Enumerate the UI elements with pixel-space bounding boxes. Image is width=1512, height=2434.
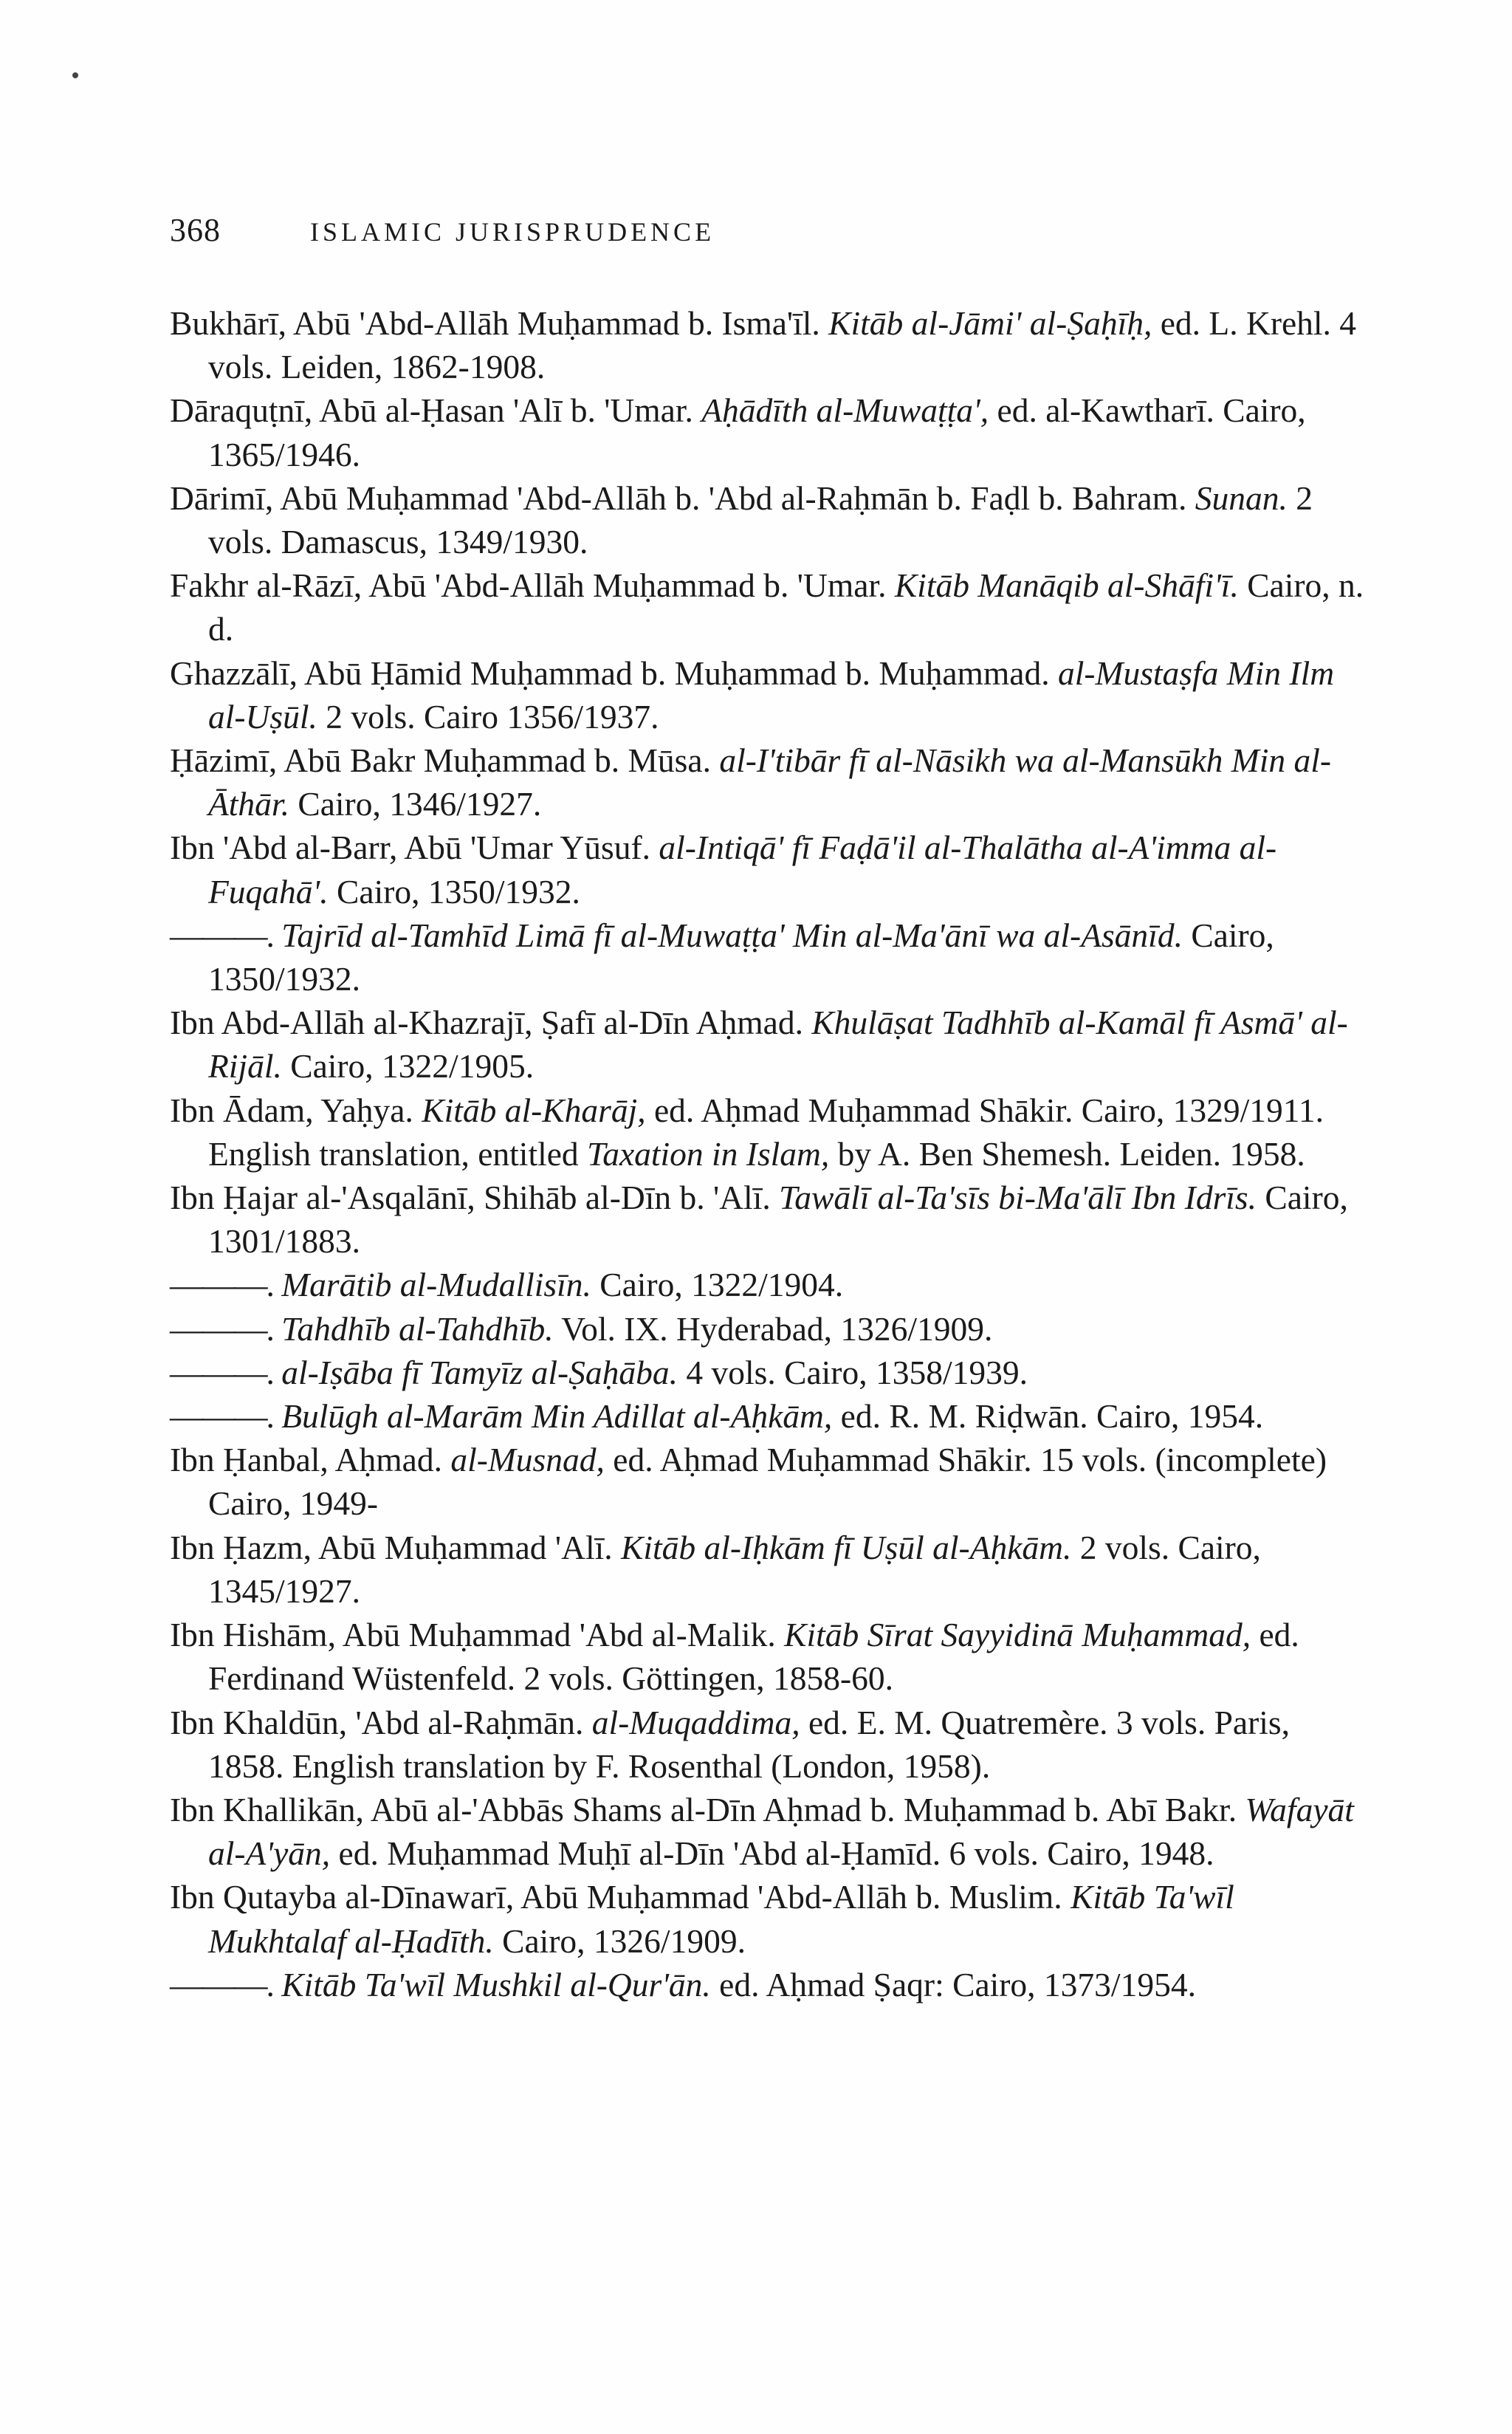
entry-title: Kitāb Manāqib al-Shāfi'ī. — [894, 566, 1239, 605]
entry-details: ed. Aḥmad Ṣaqr: Cairo, 1373/1954. — [719, 1965, 1196, 2003]
entry-author: Ibn Ādam, Yaḥya. — [170, 1091, 413, 1129]
entry-details: Cairo, 1322/1905. — [290, 1047, 535, 1086]
entry-author: ———. — [170, 1266, 273, 1304]
entry-author: Ibn Khallikān, Abū al-'Abbās Shams al-Dīn Aḥmad b. Muḥammad b. Abī Bakr. — [170, 1790, 1237, 1828]
entry-title: al-Mustaṣfa Min Ilm al-Uṣūl. — [208, 654, 1335, 736]
entry-author: Ibn Ḥanbal, Aḥmad. — [170, 1441, 442, 1479]
entry-details: ed. L. Krehl. 4 vols. Leiden, 1862-1908. — [208, 304, 1357, 386]
bibliography-entry — [170, 1788, 1373, 1875]
entry-author: ———. — [170, 1965, 273, 2003]
entry-details: ed. R. M. Riḍwān. Cairo, 1954. — [840, 1397, 1264, 1436]
entry-author: Dāraquṭnī, Abū al-Ḥasan 'Alī b. 'Umar. — [170, 391, 693, 430]
entry-title: Tahdhīb al-Tahdhīb. — [281, 1309, 554, 1348]
bibliography-list — [170, 301, 1373, 2006]
entry-author: ———. — [170, 1309, 273, 1348]
bibliography-entry — [170, 1176, 1373, 1263]
entry-details: 2 vols. Cairo, 1345/1927. — [208, 1528, 1261, 1610]
bibliography-entry — [170, 1875, 1373, 1962]
entry-title: Khulāṣat Tadhhīb al-Kamāl fī Asmā' al-Rijāl. — [208, 1004, 1348, 1086]
bibliography-entry — [170, 913, 1373, 1001]
entry-title: Bulūgh al-Marām Min Adillat al-Aḥkām, — [281, 1397, 833, 1436]
bibliography-entry — [170, 1351, 1373, 1394]
entry-title: Marātib al-Mudallisīn. — [281, 1266, 591, 1304]
bibliography-entry — [170, 651, 1373, 738]
bibliography-entry — [170, 1001, 1373, 1088]
bibliography-entry — [170, 1438, 1373, 1525]
entry-title: Kitāb al-Kharāj, — [422, 1091, 646, 1129]
entry-details: Cairo, 1326/1909. — [502, 1922, 746, 1960]
entry-details: Cairo, n. d. — [208, 566, 1364, 648]
entry-details: Cairo, 1301/1883. — [208, 1179, 1348, 1261]
entry-author: Ibn Ḥazm, Abū Muḥammad 'Alī. — [170, 1528, 613, 1566]
entry-author: Bukhārī, Abū 'Abd-Allāh Muḥammad b. Isma'īl. — [170, 304, 820, 342]
bibliography-entry — [170, 388, 1373, 476]
bibliography-entry — [170, 1307, 1373, 1351]
entry-details: Cairo, 1322/1904. — [599, 1266, 844, 1304]
entry-title: al-Intiqā' fī Faḍā'il al-Thalātha al-A'imma al-Fuqahā'. — [208, 829, 1277, 911]
entry-title: Kitāb al-Jāmi' al-Ṣaḥīḥ, — [828, 304, 1152, 342]
entry-author: Ibn Ḥajar al-'Asqalānī, Shihāb al-Dīn b. 'Alī. — [170, 1179, 771, 1217]
page-number: 368 — [170, 212, 221, 248]
entry-title: Kitāb al-Iḥkām fī Uṣūl al-Aḥkām. — [620, 1528, 1072, 1566]
entry-details: ed. Muḥammad Muḥī al-Dīn 'Abd al-Ḥamīd. 6 vols. Cairo, 1948. — [338, 1834, 1214, 1873]
entry-author: ———. — [170, 1353, 273, 1391]
entry-title: al-Iṣāba fī Tamyīz al-Ṣaḥāba. — [281, 1353, 678, 1391]
entry-author: Ibn 'Abd al-Barr, Abū 'Umar Yūsuf. — [170, 829, 651, 867]
entry-author: Ibn Qutayba al-Dīnawarī, Abū Muḥammad 'Abd-Allāh b. Muslim. — [170, 1878, 1062, 1916]
bibliography-entry — [170, 1089, 1373, 1176]
entry-title: al-Muqaddima, — [591, 1703, 800, 1741]
entry-details: 4 vols. Cairo, 1358/1939. — [686, 1353, 1028, 1391]
entry-details: by A. Ben Shemesh. Leiden. 1958. — [837, 1134, 1305, 1173]
entry-title: Tajrīd al-Tamhīd Limā fī al-Muwaṭṭa' Min al-Ma'ānī wa al-Asānīd. — [281, 916, 1183, 954]
bibliography-entry — [170, 1701, 1373, 1788]
bibliography-entry — [170, 1394, 1373, 1438]
bibliography-entry — [170, 1526, 1373, 1613]
entry-details: Cairo, 1346/1927. — [298, 785, 542, 823]
bibliography-entry — [170, 1263, 1373, 1306]
entry-details: ed. Ferdinand Wüstenfeld. 2 vols. Göttingen, 1858-60. — [208, 1616, 1299, 1698]
entry-details: ed. E. M. Quatremère. 3 vols. Paris, 1858. English translation by F. Rosenthal (London, 1958). — [208, 1703, 1291, 1785]
entry-details: 2 vols. Damascus, 1349/1930. — [208, 479, 1313, 561]
entry-author: Ibn Khaldūn, 'Abd al-Raḥmān. — [170, 1703, 584, 1741]
entry-title: Aḥādīth al-Muwaṭṭa', — [701, 391, 989, 430]
entry-title: Taxation in Islam, — [587, 1134, 830, 1173]
entry-title: Kitāb Ta'wīl Mushkil al-Qur'ān. — [281, 1965, 711, 2003]
ink-speck — [72, 72, 78, 78]
running-title: ISLAMIC JURISPRUDENCE — [310, 217, 715, 247]
entry-author: Ghazzālī, Abū Ḥāmid Muḥammad b. Muḥammad b. Muḥammad. — [170, 654, 1050, 692]
entry-details: Cairo, 1350/1932. — [208, 916, 1274, 998]
entry-title: Tawālī al-Ta'sīs bi-Ma'ālī Ibn Idrīs. — [779, 1179, 1257, 1217]
entry-details: ed. Aḥmad Muḥammad Shākir. 15 vols. (incomplete) Cairo, 1949- — [208, 1441, 1327, 1523]
entry-author: Ḥāzimī, Abū Bakr Muḥammad b. Mūsa. — [170, 741, 711, 780]
entry-details: Vol. IX. Hyderabad, 1326/1909. — [561, 1309, 993, 1348]
bibliography-entry — [170, 1963, 1373, 2006]
bibliography-entry — [170, 738, 1373, 826]
entry-details: ed. Aḥmad Muḥammad Shākir. Cairo, 1329/1911. English translation, entitled — [208, 1091, 1324, 1173]
bibliography-entry — [170, 826, 1373, 913]
entry-title: Wafayāt al-A'yān, — [208, 1790, 1354, 1873]
entry-details: Cairo, 1350/1932. — [337, 872, 580, 911]
entry-author: ———. — [170, 1397, 273, 1436]
entry-author: Ibn Hishām, Abū Muḥammad 'Abd al-Malik. — [170, 1616, 776, 1654]
entry-details: 2 vols. Cairo 1356/1937. — [326, 697, 659, 736]
entry-title: al-Musnad, — [450, 1441, 605, 1479]
entry-details: ed. al-Kawtharī. Cairo, 1365/1946. — [208, 391, 1306, 473]
bibliography-entry — [170, 1613, 1373, 1700]
entry-title: al-I'tibār fī al-Nāsikh wa al-Mansūkh Min al-Āthār. — [208, 741, 1332, 823]
entry-title: Kitāb Sīrat Sayyidinā Muḥammad, — [784, 1616, 1251, 1654]
entry-author: Fakhr al-Rāzī, Abū 'Abd-Allāh Muḥammad b. 'Umar. — [170, 566, 887, 605]
bibliography-entry — [170, 476, 1373, 563]
entry-title: Kitāb Ta'wīl Mukhtalaf al-Ḥadīth. — [208, 1878, 1234, 1960]
entry-author: Dārimī, Abū Muḥammad 'Abd-Allāh b. 'Abd al-Raḥmān b. Faḍl b. Bahram. — [170, 479, 1187, 517]
running-head — [170, 208, 1366, 253]
entry-title: Sunan. — [1195, 479, 1288, 517]
entry-author: Ibn Abd-Allāh al-Khazrajī, Ṣafī al-Dīn Aḥmad. — [170, 1004, 803, 1042]
entry-author: ———. — [170, 916, 273, 954]
bibliography-entry — [170, 563, 1373, 651]
bibliography-entry — [170, 301, 1373, 388]
